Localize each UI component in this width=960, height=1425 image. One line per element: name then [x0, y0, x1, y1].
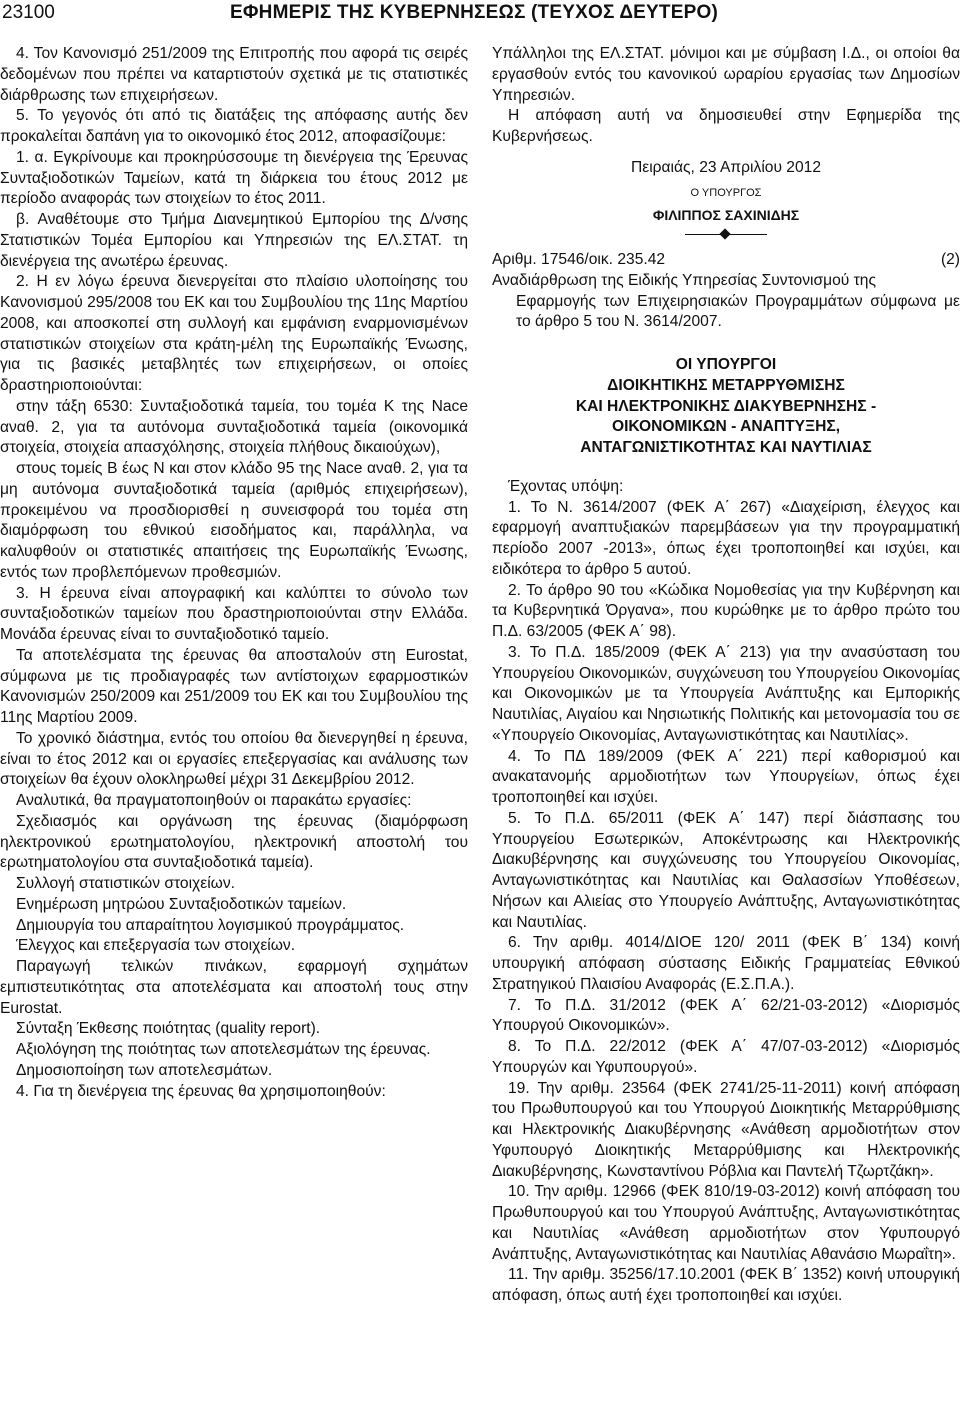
page-header: [0, 0, 960, 34]
decision-subject: [492, 271, 960, 333]
decision-reference: [492, 250, 960, 271]
diamond-icon: [719, 228, 730, 239]
paragraph: Τα αποτελέσματα της έρευνας θα αποσταλούν στη Eurostat, σύμφωνα με τις προδιαγραφές των αντίστοιχων εφαρμοστικών Κανονισμών 250/2009 και 251/2009 του ΕΚ και του Συμβουλίου της 11ης Μαρτίου 2009.: [0, 646, 468, 726]
paragraph: 4. Τον Κανονισμό 251/2009 της Επιτροπής που αφορά τις σειρές δεδομένων που πρέπει να καταρτιστούν σχετικά με τις στατιστικές διάρθρωσης των επιχειρήσεων.: [0, 45, 468, 104]
paragraph: Συλλογή στατιστικών στοιχείων.: [16, 875, 235, 892]
reference-number: Αριθμ. 17546/οικ. 235.42: [492, 251, 666, 268]
heading-line: ΟΙ ΥΠΟΥΡΓΟΙ: [675, 356, 777, 373]
paragraph: 2. Το άρθρο 90 του «Κώδικα Νομοθεσίας για την Κυβέρνηση και τα Κυβερνητικά Όργανα», που κυρώθηκε με το άρθρο πρώτο του Π.Δ. 63/2005 (ΦΕΚ Α΄ 98).: [492, 581, 960, 640]
paragraph: Αναλυτικά, θα πραγματοποιηθούν οι παρακάτω εργασίες:: [16, 792, 412, 809]
having-regard: Έχοντας υπόψη:: [508, 477, 624, 495]
paragraph: 4. Το ΠΔ 189/2009 (ΦΕΚ Α΄ 221) περί καθορισμού και ανακατανομής αρμοδιοτήτων των Υπουργείων, όπως έχει τροποποιηθεί και ισχύει.: [492, 747, 960, 806]
paragraph: στους τομείς Β έως Ν και στον κλάδο 95 της Nace αναθ. 2, για τα μη αυτόνομα συνταξιοδοτικά ταμεία (αριθμός επιχειρήσεων), προκειμένου να προσδιορισθεί η συνεισφορά του τομέα στη διαμόρφωση του εθνικού εισοδήματος και, παράλληλα, να καλυφθούν οι στατιστικές απαιτήσεις της Ευρωπαϊκής Ένωσης, εντός των προβλεπόμενων προθεσμιών.: [0, 460, 468, 581]
paragraph: Σχεδιασμός και οργάνωση της έρευνας (διαμόρφωση ηλεκτρονικού ερωτηματολογίου, ηλεκτρονική αποστολή του ερωτηματολογίου στα συνταξιοδοτικά ταμεία).: [0, 812, 468, 872]
right-column: [492, 44, 960, 1307]
reference-tag: (2): [940, 251, 960, 268]
heading-line: ΔΙΟΙΚΗΤΙΚΗΣ ΜΕΤΑΡΡΥΘΜΙΣΗΣ: [607, 376, 845, 394]
subject-line: Αναδιάρθρωση της Ειδικής Υπηρεσίας Συντονισμού της: [492, 271, 876, 289]
heading-line: ΟΙΚΟΝΟΜΙΚΩΝ - ΑΝΑΠΤΥΞΗΣ,: [611, 418, 841, 436]
paragraph: 11. Την αριθμ. 35256/17.10.2001 (ΦΕΚ Β΄ 1352) κοινή υπουργική απόφαση, όπως αυτή έχει τροποποιηθεί και ισχύει.: [492, 1266, 960, 1304]
paragraph: β. Αναθέτουμε στο Τμήμα Διανεμητικού Εμπορίου της Δ/νσης Στατιστικών Τομέα Εμπορίου και Υπηρεσιών της ΕΛ.ΣΤΑΤ. τη διενέργεια της ανωτέρω έρευνας.: [0, 211, 468, 270]
page-number: 23100: [2, 2, 55, 23]
paragraph: στην τάξη 6530: Συνταξιοδοτικά ταμεία, του τομέα Κ της Nace αναθ. 2, για τα αυτόνομα συνταξιοδοτικά ταμεία (οικονομικά στοιχεία, στοιχεία απασχόλησης, στοιχεία πλήθους δικαιούχων),: [0, 397, 468, 457]
paragraph: 5. Το Π.Δ. 65/2011 (ΦΕΚ Α΄ 147) περί διάσπασης του Υπουργείου Εσωτερικών, Αποκέντρωσης και Ηλεκτρονικής Διακυβέρνησης και συγχώνευσης του Υπουργείου Οικονομίας, Ανταγωνιστικότητας και Ναυτιλίας και Θαλασσίων Υποθέσεων, Νήσων και Αλιείας στο Υπουργείο Ανάπτυξης, Ανταγωνιστικότητας και Ναυτιλίας.: [492, 809, 960, 931]
signature-name: ΦΙΛΙΠΠΟΣ ΣΑΧΙΝΙΔΗΣ: [652, 207, 800, 224]
signature-place-date: Πειραιάς, 23 Απριλίου 2012: [630, 158, 822, 176]
paragraph: Το χρονικό διάστημα, εντός του οποίου θα διενεργηθεί η έρευνα, είναι το έτος 2012 και οι εργασίες επεξεργασίας και ανάλυσης των στοιχείων θα έχουν ολοκληρωθεί μέχρι 31 Δεκεμβρίου 2012.: [0, 729, 468, 789]
signature-role: Ο ΥΠΟΥΡΓΟΣ: [690, 186, 762, 199]
section-divider: [685, 230, 767, 240]
paragraph: 10. Την αριθμ. 12966 (ΦΕΚ 810/19-03-2012) κοινή απόφαση του Πρωθυπουργού και του Υπουργού Ανάπτυξης, Ανταγωνιστικότητας και Ναυτιλίας «Ανάθεση αρμοδιοτήτων στον Υφυπουργό Ανάπτυξης, Ανταγωνιστικότητας και Ναυτιλίας Αθανάσιο Μωραΐτη».: [492, 1183, 960, 1263]
paragraph: Σύνταξη Έκθεσης ποιότητας (quality report).: [16, 1020, 321, 1038]
paragraph: 4. Για τη διενέργεια της έρευνας θα χρησιμοποιηθούν:: [16, 1082, 386, 1100]
paragraph: Έλεγχος και επεξεργασία των στοιχείων.: [16, 937, 296, 955]
left-column: [0, 44, 468, 1102]
paragraph: Δημιουργία του απαραίτητου λογισμικού προγράμματος.: [16, 916, 405, 934]
paragraph: 5. Το γεγονός ότι από τις διατάξεις της απόφασης αυτής δεν προκαλείται δαπάνη για το οικονομικό έτος 2012, αποφασίζουμε:: [0, 107, 468, 145]
paragraph: Ενημέρωση μητρώου Συνταξιοδοτικών ταμείων.: [16, 895, 347, 913]
gazette-title: ΕΦΗΜΕΡΙΣ ΤΗΣ ΚΥΒΕΡΝΗΣΕΩΣ (ΤΕΥΧΟΣ ΔΕΥΤΕΡΟ): [230, 2, 718, 23]
paragraph: 19. Την αριθμ. 23564 (ΦΕΚ 2741/25-11-2011) κοινή απόφαση του Πρωθυπουργού και του Υπουργού Διοικητικής Μεταρρύθμισης και Ηλεκτρονικής Διακυβέρνησης «Ανάθεση αρμοδιοτήτων στον Υφυπουργό Διοικητικής Μεταρρύθμισης και Ηλεκτρονικής Διακυβέρνησης, Κωνσταντίνου Ρόβλια και Παντελή Τζωρτζάκη».: [492, 1079, 960, 1180]
heading-line: ΚΑΙ ΗΛΕΚΤΡΟΝΙΚΗΣ ΔΙΑΚΥΒΕΡΝΗΣΗΣ -: [575, 397, 877, 415]
paragraph: Η απόφαση αυτή να δημοσιευθεί στην Εφημερίδα της Κυβερνήσεως.: [492, 107, 960, 145]
paragraph: Δημοσιοποίηση των αποτελεσμάτων.: [16, 1061, 273, 1079]
paragraph: Αξιολόγηση της ποιότητας των αποτελεσμάτων της έρευνας.: [16, 1041, 431, 1058]
paragraph: 3. Η έρευνα είναι απογραφική και καλύπτει το σύνολο των συνταξιοδοτικών ταμείων που δραστηριοποιούνται στην Ελλάδα. Μονάδα έρευνας είναι το συνταξιοδοτικό ταμείο.: [0, 584, 468, 643]
paragraph: 1. α. Εγκρίνουμε και προκηρύσσουμε τη διενέργεια της Έρευνας Συνταξιοδοτικών Ταμείων, κατά τη διάρκεια του έτους 2012 με περίοδο αναφοράς των στοιχείων το έτος 2011.: [0, 148, 468, 208]
paragraph: 3. Το Π.Δ. 185/2009 (ΦΕΚ Α΄ 213) για την ανασύσταση του Υπουργείου Οικονομικών, συγχώνευση του Υπουργείου Οικονομίας και Οικονομικών με τα Υπουργεία Ανάπτυξης και Εμπορικής Ναυτιλίας, Αιγαίου και Νησιωτικής Πολιτικής και μετονομασία του σε «Υπουργείο Οικονομίας, Ανταγωνιστικότητας και Ναυτιλίας».: [492, 643, 960, 744]
paragraph: 7. Το Π.Δ. 31/2012 (ΦΕΚ Α΄ 62/21-03-2012) «Διορισμός Υπουργού Οικονομικών».: [492, 996, 960, 1035]
paragraph: 1. Το Ν. 3614/2007 (ΦΕΚ Α΄ 267) «Διαχείριση, έλεγχος και εφαρμογή αναπτυξιακών παρεμβάσεων για την προγραμματική περίοδο 2007 -2013», όπως έχει τροποποιηθεί και ισχύει, και ειδικότερα το άρθρο 5 αυτού.: [492, 498, 960, 578]
ministers-heading: [492, 355, 960, 459]
paragraph: 6. Την αριθμ. 4014/ΔΙΟΕ 120/ 2011 (ΦΕΚ Β΄ 134) κοινή υπουργική απόφαση σύστασης Ειδικής Γραμματείας Εθνικού Στρατηγικού Πλαισίου Αναφοράς (Ε.Σ.Π.Α.).: [492, 934, 960, 993]
paragraph: 2. Η εν λόγω έρευνα διενεργείται στο πλαίσιο υλοποίησης του Κανονισμού 295/2008 του ΕΚ και του Συμβουλίου της 11ης Μαρτίου 2008, και αποσκοπεί στη συλλογή και εμφάνιση εναρμονισμένων στατιστικών στοιχείων στα κράτη-μέλη της Ευρωπαϊκής Ένωσης, για τις βασικές μεταβλητές των επιχειρήσεων, οι οποίες δραστηριοποιούνται:: [0, 273, 468, 394]
heading-line: ΑΝΤΑΓΩΝΙΣΤΙΚΟΤΗΤΑΣ ΚΑΙ ΝΑΥΤΙΛΙΑΣ: [580, 439, 872, 456]
paragraph: 8. Το Π.Δ. 22/2012 (ΦΕΚ Α΄ 47/07-03-2012) «Διορισμός Υπουργών και Υφυπουργού».: [492, 1038, 960, 1076]
paragraph: Υπάλληλοι της ΕΛ.ΣΤΑΤ. μόνιμοι και με σύμβαση Ι.Δ., οι οποίοι θα εργασθούν εντός του κανονικού ωραρίου εργασίας των Δημοσίων Υπηρεσιών.: [492, 45, 960, 104]
subject-line: Εφαρμογής των Επιχειρησιακών Προγραμμάτων σύμφωνα με το άρθρο 5 του Ν. 3614/2007.: [516, 292, 960, 331]
paragraph: Παραγωγή τελικών πινάκων, εφαρμογή σχημάτων εμπιστευτικότητας στα αποτελέσματα και αποστολή τους στην Eurostat.: [0, 958, 468, 1017]
